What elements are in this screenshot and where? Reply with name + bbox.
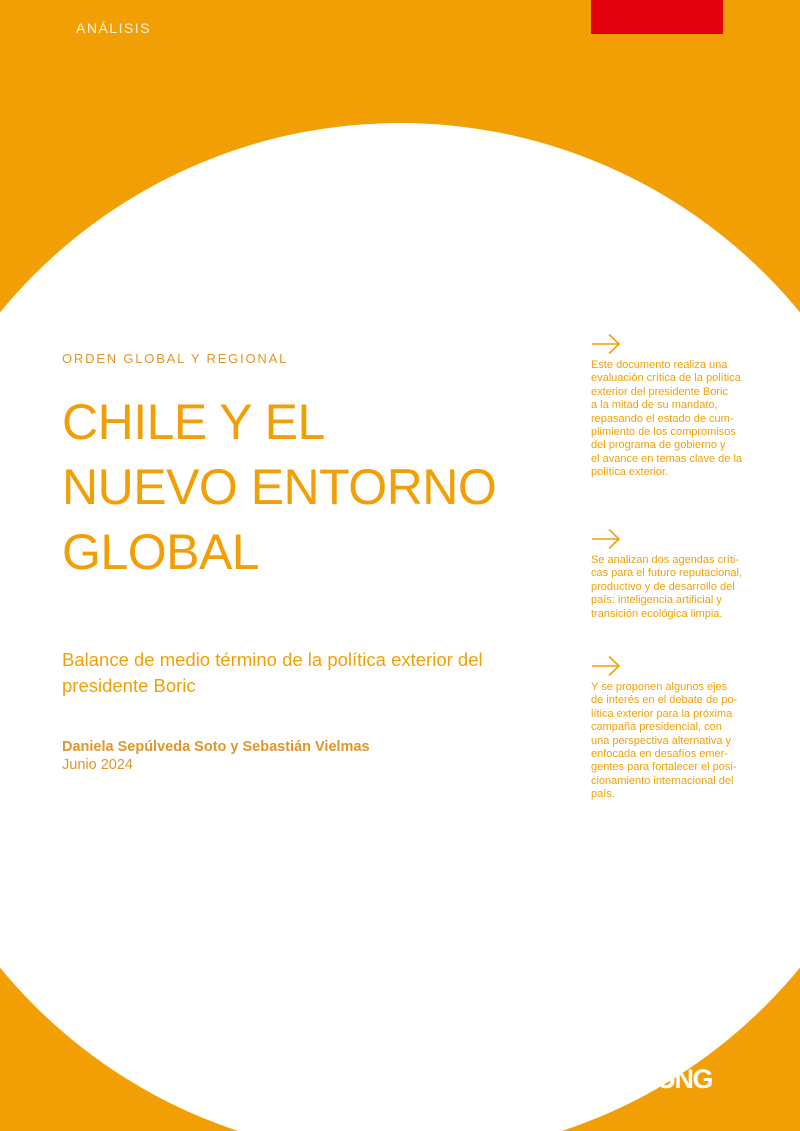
title-line: NUEVO ENTORNO [62, 459, 497, 515]
summary-point [591, 528, 766, 621]
document-type-label: ANÁLISIS [76, 20, 152, 36]
logo-line: EBERT [589, 1038, 674, 1068]
logo-line: STIFTUNG [589, 1064, 712, 1094]
title-line: GLOBAL [62, 524, 260, 580]
page-title [62, 390, 582, 585]
logo-line: FRIEDRICH [589, 1012, 723, 1042]
globe-icon [669, 1041, 689, 1061]
fes-logo [589, 1014, 729, 1092]
series-label: ORDEN GLOBAL Y REGIONAL [62, 351, 289, 366]
subtitle: Balance de medio término de la política exterior del presidente Boric [62, 649, 483, 696]
publication-date: Junio 2024 [62, 757, 133, 773]
summary-point [591, 655, 766, 802]
arrow-right-icon [591, 528, 621, 550]
arrow-right-icon [591, 655, 621, 677]
summary-text: Se analizan dos agendas críti- cas para el futuro reputacional, productivo y de desarrollo del país: inteligencia artificial y transición ecológica limpia. [591, 554, 743, 620]
title-line: CHILE Y EL [62, 394, 325, 450]
summary-point [591, 333, 766, 480]
summary-text: Este documento realiza una evaluación crítica de la política exterior del presidente Boric a la mitad de su mandato, repasando el estado de cum- plimiento de los compromisos del programa de gobierno y el avance en temas clave de la política exterior. [591, 359, 743, 479]
authors: Daniela Sepúlveda Soto y Sebastián Vielmas [62, 739, 370, 755]
red-accent-bar [591, 0, 723, 34]
arrow-right-icon [591, 333, 621, 355]
summary-text: Y se proponen algunos ejes de interés en el debate de po- lítica exterior para la próxima campaña presidencial, con una perspectiva alternativa y enfocada en desafíos emer- gentes para fortalecer el posi- cionamiento internacional del país. [591, 681, 738, 801]
white-circle-background [0, 123, 800, 1131]
